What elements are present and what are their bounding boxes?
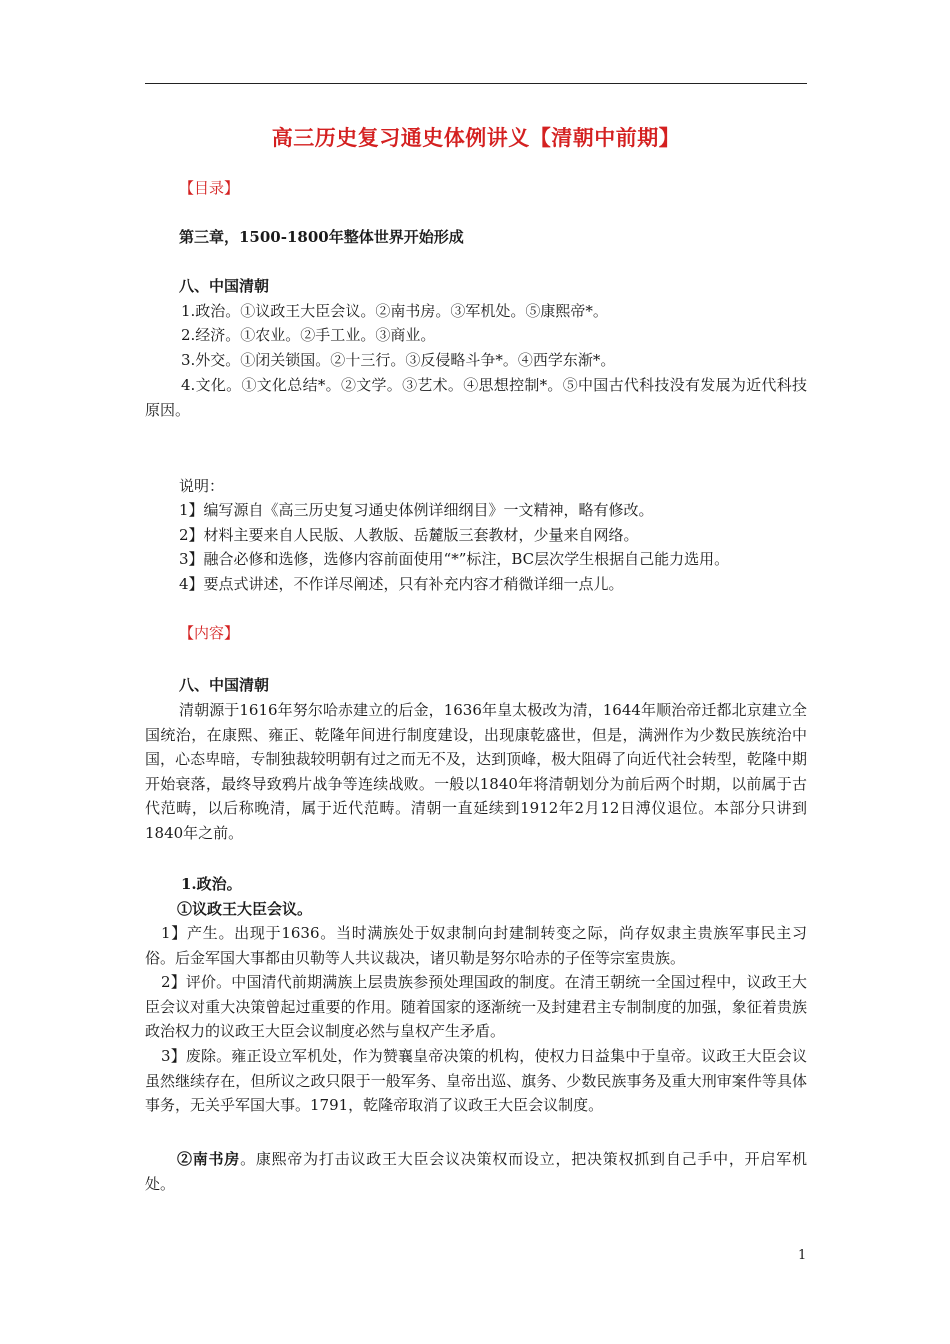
council-point-evaluation: 2】评价。中国清代前期满族上层贵族参预处理国政的制度。在清王朝统一全国过程中，议政王大臣会议对重大决策曾起过重要的作用。随着国家的逐渐统一及封建君主专制制度的加强，象征着贵族政治权力的议政王大臣会议制度必然与皇权产生矛盾。 xyxy=(145,973,807,1040)
toc-item-politics: 1.政治。①议政王大臣会议。②南书房。③军机处。⑤康熙帝*。 xyxy=(181,302,608,320)
note-item: 4】要点式讲述，不作详尽阐述，只有补充内容才稍微详细一点儿。 xyxy=(179,575,624,593)
note-item: 1】编写源自《高三历史复习通史体例详细纲目》一文精神，略有修改。 xyxy=(179,501,654,519)
intro-paragraph: 清朝源于1616年努尔哈赤建立的后金，1636年皇太极改为清，1644年顺治帝迁都北京建立全国统治，在康熙、雍正、乾隆年间进行制度建设，出现康乾盛世，但是，满洲作为少数民族统治中国，心态卑暗，专制独裁较明朝有过之而无不及，达到顶峰，极大阻碍了向近代社会转型，乾隆中期开始衰落，最终导致鸦片战争等连续战败。一般以1840年将清朝划分为前后两个时期，以前属于古代范畴，以后称晚清，属于近代范畴。清朝一直延续到1912年2月12日溥仪退位。本部分只讲到1840年之前。 xyxy=(145,701,807,842)
content-section-heading: 八、中国清朝 xyxy=(179,676,270,694)
header-rule xyxy=(145,83,807,84)
study-heading: ②南书房 xyxy=(177,1150,241,1168)
council-point-abolition: 3】废除。雍正设立军机处，作为赞襄皇帝决策的机构，使权力日益集中于皇帝。议政王大臣会议虽然继续存在，但所议之政只限于一般军务、皇帝出巡、旗务、少数民族事务及重大刑审案件等具体事务，无关乎军国大事。1791，乾隆帝取消了议政王大臣会议制度。 xyxy=(145,1047,807,1114)
document-title: 高三历史复习通史体例讲义【清朝中前期】 xyxy=(271,125,681,150)
notes-heading: 说明： xyxy=(179,477,225,495)
study-paragraph xyxy=(145,1147,807,1196)
toc-section-heading: 八、中国清朝 xyxy=(179,277,270,295)
politics-heading: 1.政治。 xyxy=(181,875,242,893)
study-text: 。康熙帝为打击议政王大臣会议决策权而设立，把决策权抓到自己手中，开启军机处。 xyxy=(145,1150,807,1193)
content-label: 【内容】 xyxy=(179,624,240,642)
council-heading: ①议政王大臣会议。 xyxy=(177,900,313,918)
toc-item-diplomacy: 3.外交。①闭关锁国。②十三行。③反侵略斗争*。④西学东渐*。 xyxy=(181,351,616,369)
toc-item-culture: 4.文化。①文化总结*。②文学。③艺术。④思想控制*。⑤中国古代科技没有发展为近代科技原因。 xyxy=(145,376,807,419)
note-item: 2】材料主要来自人民版、人教版、岳麓版三套教材，少量来自网络。 xyxy=(179,526,639,544)
council-point-origin: 1】产生。出现于1636。当时满族处于奴隶制向封建制转变之际，尚存奴隶主贵族军事民主习俗。后金军国大事都由贝勒等人共议裁决，诸贝勒是努尔哈赤的子侄等宗室贵族。 xyxy=(145,924,807,967)
page-number: 1 xyxy=(798,1248,807,1263)
toc-item-economy: 2.经济。①农业。②手工业。③商业。 xyxy=(181,326,436,344)
toc-chapter-heading: 第三章，1500-1800年整体世界开始形成 xyxy=(179,228,464,246)
note-item: 3】融合必修和选修，选修内容前面使用“*”标注，BC层次学生根据自己能力选用。 xyxy=(179,550,730,568)
toc-label: 【目录】 xyxy=(179,179,240,197)
